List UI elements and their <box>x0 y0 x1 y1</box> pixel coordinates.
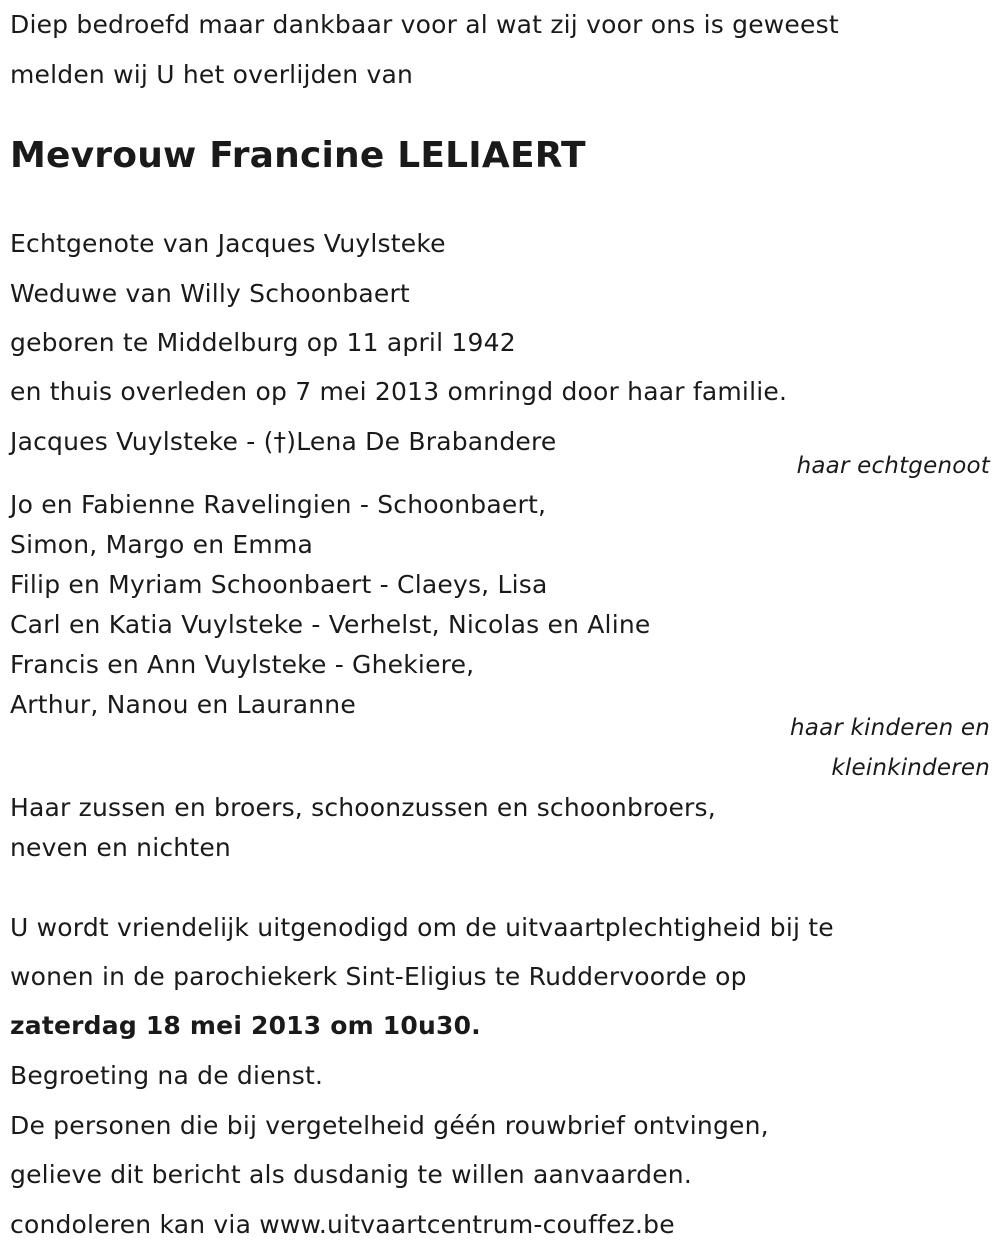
cross-icon: † <box>273 427 287 456</box>
siblings-line-1: Haar zussen en broers, schoonzussen en schoonbroers, <box>10 793 716 822</box>
children-role-line-2: kleinkinderen <box>831 755 990 781</box>
deceased-name: Mevrouw Francine LELIAERT <box>10 135 586 176</box>
children-line: Simon, Margo en Emma <box>10 530 314 559</box>
children-line: Filip en Myriam Schoonbaert - Claeys, Lisa <box>10 570 548 599</box>
intro-line-1: Diep bedroefd maar dankbaar voor al wat zij voor ons is geweest <box>10 10 839 39</box>
detail-death: en thuis overleden op 7 mei 2013 omringd door haar familie. <box>10 377 788 406</box>
children-line: Arthur, Nanou en Lauranne <box>10 690 356 719</box>
children-role-line-1: haar kinderen en <box>790 715 990 741</box>
spouse-line <box>10 426 557 458</box>
spouse-name-suffix: )Lena De Brabandere <box>286 427 557 456</box>
spouse-name-prefix: Jacques Vuylsteke - ( <box>10 427 274 456</box>
ceremony-line-1: U wordt vriendelijk uitgenodigd om de uitvaartplechtigheid bij te <box>10 913 834 942</box>
siblings-line-2: neven en nichten <box>10 833 231 862</box>
ceremony-line-2: wonen in de parochiekerk Sint-Eligius te Ruddervoorde op <box>10 962 747 991</box>
detail-spouse: Echtgenote van Jacques Vuylsteke <box>10 229 446 258</box>
intro-line-2: melden wij U het overlijden van <box>10 60 414 89</box>
detail-widow: Weduwe van Willy Schoonbaert <box>10 279 410 308</box>
children-line: Jo en Fabienne Ravelingien - Schoonbaert, <box>10 490 547 519</box>
notice-line-2: gelieve dit bericht als dusdanig te willen aanvaarden. <box>10 1160 692 1189</box>
condolence-line: condoleren kan via www.uitvaartcentrum-couffez.be <box>10 1210 675 1239</box>
ceremony-date: zaterdag 18 mei 2013 om 10u30. <box>10 1011 481 1040</box>
detail-birth: geboren te Middelburg op 11 april 1942 <box>10 328 516 357</box>
spouse-role: haar echtgenoot <box>796 453 990 479</box>
children-line: Carl en Katia Vuylsteke - Verhelst, Nicolas en Aline <box>10 610 651 639</box>
greeting-note: Begroeting na de dienst. <box>10 1061 324 1090</box>
children-line: Francis en Ann Vuylsteke - Ghekiere, <box>10 650 475 679</box>
notice-line-1: De personen die bij vergetelheid géén rouwbrief ontvingen, <box>10 1111 769 1140</box>
